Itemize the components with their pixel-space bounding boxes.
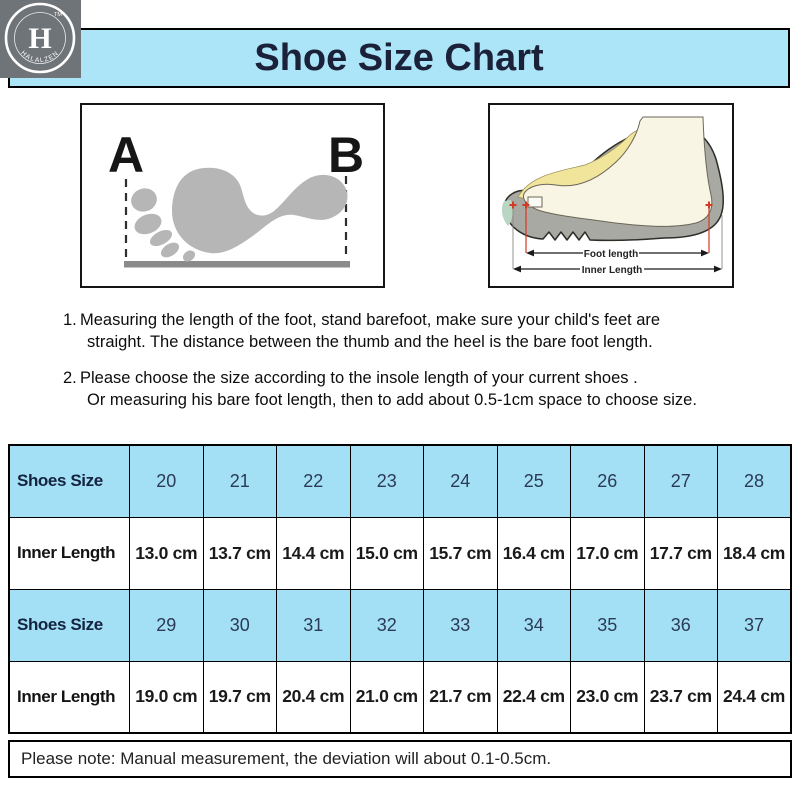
- page-title: Shoe Size Chart: [254, 36, 544, 79]
- baseline-bar: [124, 261, 350, 268]
- size-cell: 31: [277, 589, 351, 661]
- row-label: Inner Length: [9, 661, 130, 733]
- size-cell: 33: [424, 589, 498, 661]
- instruction-line: Please choose the size according to the insole length of your current shoes .: [80, 369, 638, 387]
- footprint-sole: [172, 168, 347, 253]
- logo-initial: H: [28, 22, 52, 55]
- toe-notch: [528, 197, 542, 207]
- row-label: Shoes Size: [9, 445, 130, 517]
- length-cell: 21.7 cm: [424, 661, 498, 733]
- size-cell: 29: [130, 589, 204, 661]
- table-row-inner-length-1: [9, 517, 791, 589]
- point-a-label: A: [107, 127, 145, 183]
- length-cell: 23.0 cm: [571, 661, 645, 733]
- length-cell: 16.4 cm: [497, 517, 571, 589]
- size-cell: 36: [644, 589, 718, 661]
- instruction-text: [80, 310, 660, 353]
- inner-length-arrowhead-left: [513, 266, 521, 273]
- length-cell: 13.7 cm: [203, 517, 277, 589]
- inner-length-label: Inner Length: [581, 264, 643, 276]
- foot-shape: [523, 117, 711, 226]
- size-cell: 32: [350, 589, 424, 661]
- title-banner: [8, 28, 790, 88]
- shoe-measure-diagram: [488, 103, 734, 288]
- brand-logo-graphic: [0, 0, 81, 78]
- table-row-shoes-size-2: [9, 589, 791, 661]
- logo-trademark: TM: [54, 12, 62, 18]
- size-cell: 23: [350, 445, 424, 517]
- length-cell: 18.4 cm: [718, 517, 792, 589]
- size-cell: 21: [203, 445, 277, 517]
- shoe-illustration: [490, 105, 732, 286]
- size-cell: 22: [277, 445, 351, 517]
- logo-wordmark: HALALZEN: [19, 49, 61, 65]
- length-cell: 21.0 cm: [350, 661, 424, 733]
- instruction-number: 1.: [63, 311, 77, 329]
- size-cell: 24: [424, 445, 498, 517]
- table-row-inner-length-2: [9, 661, 791, 733]
- size-cell: 28: [718, 445, 792, 517]
- row-label: Inner Length: [9, 517, 130, 589]
- length-cell: 17.0 cm: [571, 517, 645, 589]
- size-cell: 35: [571, 589, 645, 661]
- foot-measure-diagram: [80, 103, 385, 288]
- length-cell: 22.4 cm: [497, 661, 571, 733]
- size-cell: 37: [718, 589, 792, 661]
- length-cell: 17.7 cm: [644, 517, 718, 589]
- instruction-number: 2.: [63, 369, 77, 387]
- foot-length-arrowhead-right: [701, 250, 709, 257]
- instruction-text: [80, 368, 697, 411]
- size-cell: 34: [497, 589, 571, 661]
- instruction-item-2: [63, 368, 763, 411]
- size-cell: 30: [203, 589, 277, 661]
- size-cell: 26: [571, 445, 645, 517]
- disclaimer-note: [8, 740, 792, 778]
- length-cell: 15.0 cm: [350, 517, 424, 589]
- table-row-shoes-size-1: [9, 445, 791, 517]
- size-cell: 25: [497, 445, 571, 517]
- size-cell: 20: [130, 445, 204, 517]
- length-cell: 20.4 cm: [277, 661, 351, 733]
- instruction-line: Measuring the length of the foot, stand barefoot, make sure your child's feet are: [80, 311, 661, 329]
- length-cell: 14.4 cm: [277, 517, 351, 589]
- point-b-label: B: [327, 127, 365, 183]
- instruction-line: straight. The distance between the thumb and the heel is the bare foot length.: [87, 332, 653, 351]
- size-cell: 27: [644, 445, 718, 517]
- disclaimer-text: Please note: Manual measurement, the deviation will about 0.1-0.5cm.: [21, 749, 552, 768]
- measurement-instructions: [63, 310, 763, 426]
- brand-logo: [0, 0, 81, 78]
- length-cell: 24.4 cm: [718, 661, 792, 733]
- length-cell: 19.7 cm: [203, 661, 277, 733]
- length-cell: 19.0 cm: [130, 661, 204, 733]
- foot-length-label: Foot length: [583, 248, 639, 260]
- foot-length-arrowhead-left: [526, 250, 534, 257]
- footprint-silhouette: [128, 168, 347, 264]
- size-table: [8, 444, 792, 734]
- instruction-line: Or measuring his bare foot length, then to add about 0.5-1cm space to choose size.: [87, 390, 697, 409]
- length-cell: 13.0 cm: [130, 517, 204, 589]
- instruction-item-1: [63, 310, 763, 353]
- length-cell: 23.7 cm: [644, 661, 718, 733]
- row-label: Shoes Size: [9, 589, 130, 661]
- footprint-big-toe: [128, 185, 160, 215]
- inner-length-arrowhead-right: [714, 266, 722, 273]
- footprint-illustration: [82, 105, 383, 286]
- length-cell: 15.7 cm: [424, 517, 498, 589]
